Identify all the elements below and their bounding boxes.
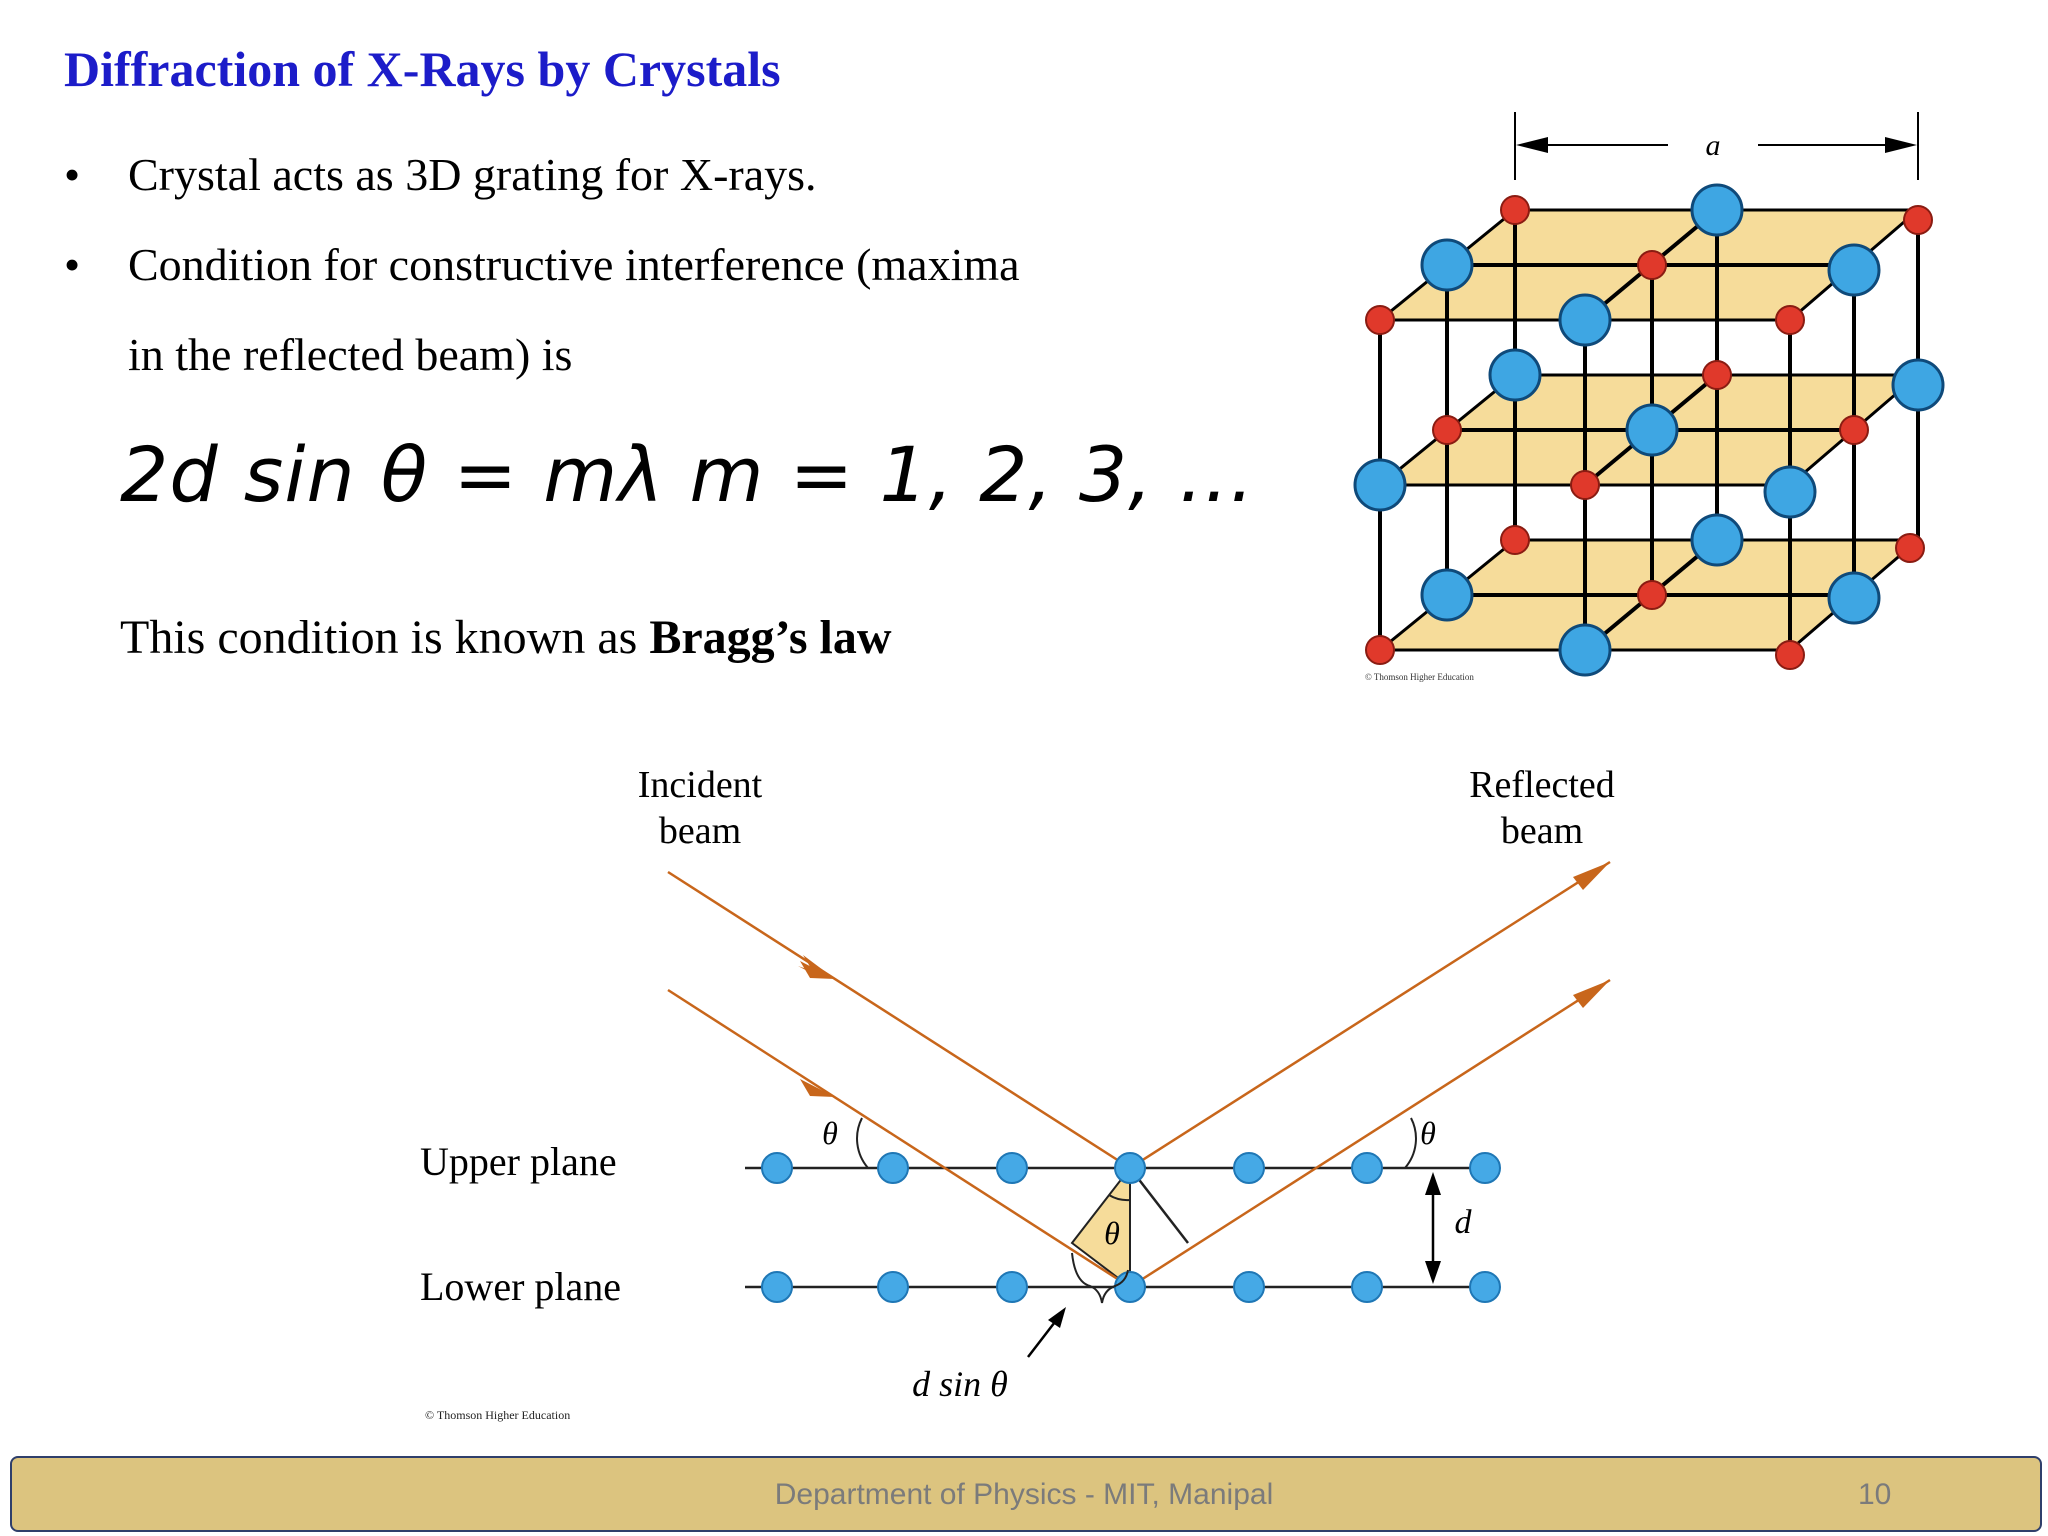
incident-label-line2: beam: [658, 810, 742, 852]
bragg-law-prefix: This condition is known as: [120, 611, 650, 664]
theta-arc-incident: [857, 1118, 868, 1168]
bragg-law-term: Bragg’s law: [649, 611, 892, 664]
incident-label-line1: Incident: [637, 764, 763, 806]
theta-label-triangle: θ: [1104, 1215, 1120, 1251]
bullet-marker: •: [64, 149, 81, 200]
upper-plane-label: Upper plane: [420, 1139, 617, 1184]
slide-title: Diffraction of X-Rays by Crystals: [64, 41, 781, 97]
lattice-credit: © Thomson Higher Education: [1365, 672, 1474, 682]
dimension-label-a: a: [1705, 129, 1721, 162]
dsin-pointer-head: [1048, 1307, 1066, 1328]
footer-text: Department of Physics - MIT, Manipal: [774, 1478, 1274, 1511]
bragg-law-sentence: [120, 610, 892, 665]
bullet-2-text: Condition for constructive interference (maxima: [128, 239, 1020, 290]
d-label: d: [1454, 1204, 1472, 1241]
d-arrow: [1425, 1172, 1441, 1284]
bragg-credit: © Thomson Higher Education: [425, 1408, 571, 1422]
theta-label-incident: θ: [822, 1115, 838, 1151]
bullet-2-text-cont: in the reflected beam) is: [128, 329, 573, 380]
reflected-label-line1: Reflected: [1469, 764, 1615, 806]
bragg-reflection-diagram: [400, 750, 1700, 1440]
crystal-lattice-figure: [1350, 105, 1950, 695]
bragg-equation: 2d sin θ = mλ m = 1, 2, 3, …: [120, 430, 1256, 519]
dsin-theta-label: d sin θ: [912, 1364, 1008, 1404]
page-number: 10: [1858, 1478, 1892, 1511]
theta-arc-reflected: [1405, 1118, 1416, 1168]
beam-arrowheads: [798, 862, 1610, 1097]
bullet-1-text: Crystal acts as 3D grating for X-rays.: [128, 149, 817, 200]
theta-label-reflected: θ: [1420, 1115, 1436, 1151]
bullet-marker: •: [64, 239, 81, 290]
reflected-label-line2: beam: [1500, 810, 1584, 852]
lower-plane-label: Lower plane: [420, 1264, 622, 1309]
dsin-pointer-line: [1028, 1318, 1058, 1357]
